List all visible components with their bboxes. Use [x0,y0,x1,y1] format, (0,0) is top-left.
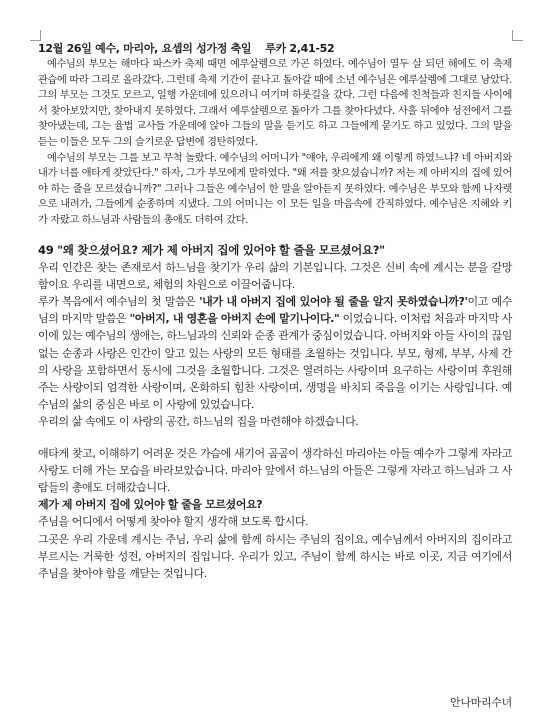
gospel-paragraph-2: 예수님의 부모는 그를 보고 무척 놀랐다. 예수님의 어머니가 "얘야, 우리에게 왜 이렇게 하였느냐? 네 아버지와 내가 너를 애타게 찾았단다." 하자, 그가 부모에게 말하였다. "왜 저를 찾으셨습니까? 저는 제 아버지의 집에 있어야 하는 줄을 모르셨습니까?" 그러나 그들은 예수님이 한 말을 알아듣지 못하였다. 예수님은 부모와 함께 나자렛으로 내려가, 그들에게 순종하며 지냈다. 그의 어머니는 이 모든 일을 마음속에 간직하였다. 예수님은 지혜와 키가 자랐고 하느님과 사람들의 총애도 더하여 갔다. [38,152,512,226]
gospel-paragraph-1: 예수님의 부모는 해마다 파스카 축제 때면 예루살렘으로 가곤 하였다. 예수님이 열두 살 되던 해에도 이 축제 관습에 따라 그리로 올라갔다. 그런데 축제 기간이 끝나고 돌아갈 때에 소년 예수님은 예루살렘에 그대로 남았다. 그의 부모는 그것도 모르고, 일행 가운데에 있으려니 여기며 하룻길을 갔다. 그런 다음에 친척들과 친지들 사이에서 찾아보았지만, 찾아내지 못하였다. 그래서 예루살렘으로 돌아가 그를 찾아다녔다. 사흘 뒤에야 성전에서 그를 찾아냈는데, 그는 율법 교사들 가운데에 앉아 그들의 말을 듣기도 하고 그들에게 묻기도 하고 있었다. 그의 말을 듣는 이들은 모두 그의 슬기로운 답변에 경탄하였다. [38,59,512,148]
title-reference: 루카 2,41-52 [265,42,335,55]
reflection-body [38,259,512,583]
reflection-title: 49 "왜 찾으셨어요? 제가 제 아버지 집에 있어야 할 줄을 모르셨어요?" [38,242,385,257]
last-words-quote: "아버지, 내 영혼을 아버지 손에 맡기나이다." [129,312,340,326]
reflection-paragraph-4: 애타게 찾고, 이해하기 어려운 것은 가슴에 새기어 곰곰이 생각하신 마리아는 아들 예수가 그렇게 자라고 사랑도 더해 가는 모습을 바라보았습니다. 마리아 앞에서 하느님의 아들은 그렇게 자라고 하느님과 그 사람들의 총애도 더해갔습니다. [38,446,512,494]
reflection-subheading: 제가 제 아버지 집에 있어야 할 줄을 모르셨어요? [38,498,263,512]
reflection-paragraph-1: 우리 인간은 찾는 존재로서 하느님을 찾기가 우리 삶의 기본입니다. 그것은 신비 속에 계시는 분을 갈망함이요 우리를 내면으로, 체험의 차원으로 이끌어줍니다. [38,260,512,291]
reflection-p2-intro: 루카 복음에서 예수님의 첫 말씀은 [38,294,200,308]
reflection-p2-rest: 이었습니다. 이처럼 처음과 마지막 사이에 있는 예수님의 생애는, 하느님과의 신뢰와 순종 관계가 중심이었습니다. 아버지와 아들 사이의 끊임없는 순종과 사랑은 인간이 알고 있는 사랑의 모든 형태를 초월하는 것입니다. 부모, 형제, 부부, 사제 간의 사랑을 포함하면서 동시에 그것을 초월합니다. 그것은 열려하는 사랑이며 요구하는 사랑이며 후원해 주는 사랑이되 엄격한 사랑이며, 온화하되 힘찬 사랑이며, 생명을 바치되 죽음을 이기는 사랑입니다. 예수님의 삶의 중심은 바로 이 사랑에 있었습니다. [38,312,512,412]
title-date-feast: 12월 26일 예수, 마리아, 요셉의 성가정 축일 [38,42,252,55]
page-title [38,40,512,57]
document-body [38,40,512,582]
crop-mark-top-right [512,30,523,41]
reflection-paragraph-6: 주님을 어디에서 어떻게 찾아야 할지 생각해 보도록 합시다. [38,515,309,529]
reflection-paragraph-7: 그곳은 우리 가운데 계시는 주님, 우리 삶에 함께 하시는 주님의 집이요, 예수님께서 아버지의 집이라고 부르시는 거룩한 성전, 아버지의 집입니다. 우리가 있고, 주님이 함께 하시는 바로 이곳, 지금 여기에서 주님을 찾아야 함을 깨닫는 것입니다. [38,532,512,580]
reflection-paragraph-3: 우리의 삶 속에도 이 사랑의 공간, 하느님의 집을 마련해야 하겠습니다. [38,415,359,429]
reflection-paragraph-2 [38,293,512,413]
author-signature: 안나마리수녀 [450,696,512,709]
first-words-quote: '내가 내 아버지 집에 있어야 될 줄을 알지 못하였습니까?' [199,294,468,308]
reflection-p2-middle: 이고 예수님의 마지막 말씀은 [38,294,512,326]
